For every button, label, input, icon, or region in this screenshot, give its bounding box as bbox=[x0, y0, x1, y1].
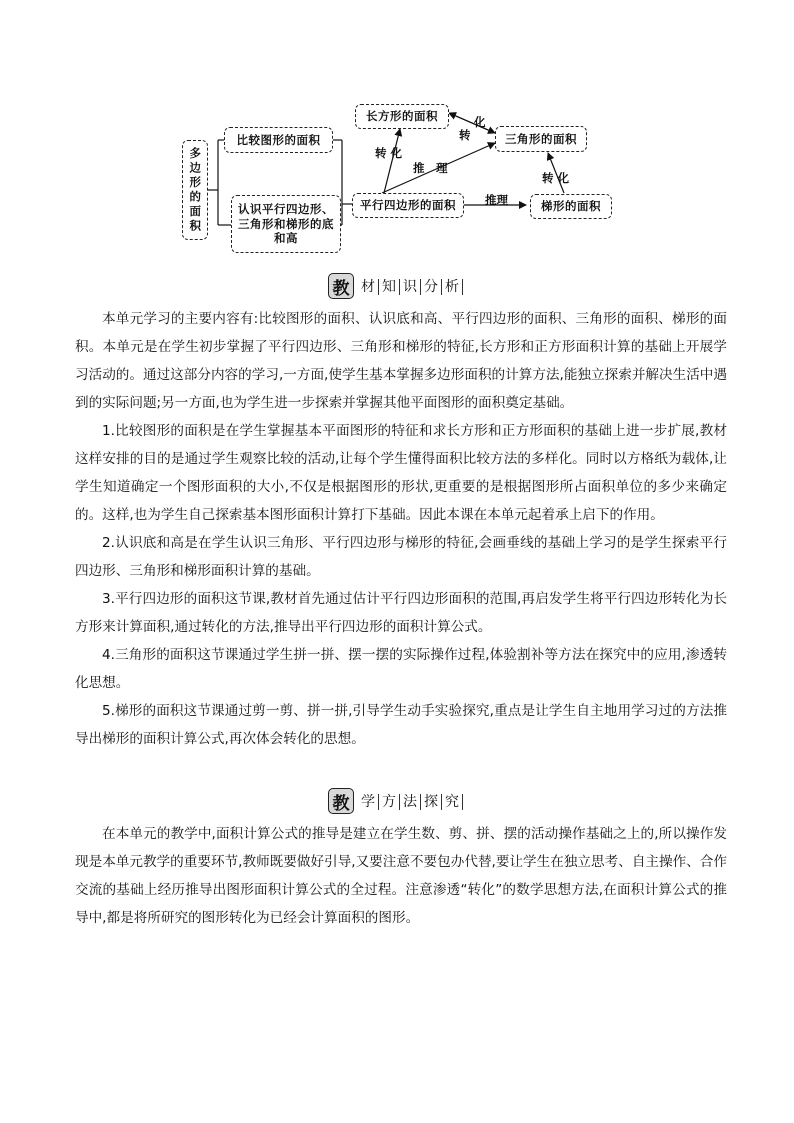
label-transform-right: 转 化 bbox=[542, 171, 570, 185]
paragraph: 2.认识底和高是在学生认识三角形、平行四边形与梯形的特征,会画垂线的基础上学习的是学生探索平行四边形、三角形和梯形面积计算的基础。 bbox=[75, 535, 727, 579]
analysis-text bbox=[75, 305, 727, 753]
parallelogram-box: 平行四边形的面积 bbox=[352, 193, 464, 218]
paragraph: 3.平行四边形的面积这节课,教材首先通过估计平行四边形面积的范围,再启发学生将平行四边形转化为长方形来计算面积,通过转化的方法,推导出平行四边形的面积计算公式。 bbox=[75, 591, 727, 635]
methods-text bbox=[75, 820, 727, 932]
section-badge: 教 bbox=[328, 273, 354, 299]
rectangle-box: 长方形的面积 bbox=[355, 104, 449, 129]
paragraph: 在本单元的教学中,面积计算公式的推导是建立在学生数、剪、拼、摆的活动操作基础之上的,所以操作发现是本单元教学的重要环节,教师既要做好引导,又要注意不要包办代替,要让学生在独立思考、自主操作、合作交流的基础上经历推导出图形面积计算公式的全过程。注意渗透“转化”的数学思想方法,在面积计算公式的推导中,都是将所研究的图形转化为已经会计算面积的图形。 bbox=[75, 826, 727, 926]
section-badge: 教 bbox=[328, 788, 354, 814]
base-height-box: 认识平行四边形、三角形和梯形的底和高 bbox=[231, 195, 341, 253]
label-infer-diag: 推 理 bbox=[413, 161, 448, 175]
section-header-analysis bbox=[328, 272, 463, 300]
section-title: 材 知 识 分 析 bbox=[358, 276, 463, 296]
triangle-box: 三角形的面积 bbox=[495, 126, 587, 152]
paragraph: 本单元学习的主要内容有:比较图形的面积、认识底和高、平行四边形的面积、三角形的面积、梯形的面积。本单元是在学生初步掌握了平行四边形、三角形和梯形的特征,长方形和正方形面积计算的基础上开展学习活动的。通过这部分内容的学习,一方面,使学生基本掌握多边形面积的计算方法,能独立探索并解决生活中遇到的实际问题;另一方面,也为学生进一步探索并掌握其他平面图形的面积奠定基础。 bbox=[75, 311, 727, 411]
arrow-para-to-rect bbox=[384, 129, 400, 193]
label-infer-right: 推理 bbox=[485, 193, 508, 207]
paragraph: 1.比较图形的面积是在学生掌握基本平面图形的特征和求长方形和正方形面积的基础上进一步扩展,教材这样安排的目的是通过学生观察比较的活动,让每个学生懂得面积比较方法的多样化。同时以方格纸为载体,让学生知道确定一个图形面积的大小,不仅是根据图形的形状,更重要的是根据图形所占面积单位的多少来确定的。这样,也为学生自己探索基本图形面积计算打下基础。因此本课在本单元起着承上启下的作用。 bbox=[75, 423, 727, 523]
label-transform-mid: 转 bbox=[459, 128, 471, 142]
compare-box: 比较图形的面积 bbox=[224, 127, 333, 153]
trapezoid-box: 梯形的面积 bbox=[530, 194, 612, 219]
paragraph: 5.梯形的面积这节课通过剪一剪、拼一拼,引导学生动手实验探究,重点是让学生自主地用学习过的方法推导出梯形的面积计算公式,再次体会转化的思想。 bbox=[75, 703, 727, 747]
concept-map bbox=[0, 0, 794, 270]
section-title: 学 方 法 探 究 bbox=[358, 791, 463, 811]
paragraph: 4.三角形的面积这节课通过学生拼一拼、摆一摆的实际操作过程,体验割补等方法在探究中的应用,渗透转化思想。 bbox=[75, 647, 727, 691]
section-header-methods bbox=[328, 787, 463, 815]
concept-map-lines bbox=[0, 0, 794, 270]
label-transform-top: 化 bbox=[474, 115, 486, 129]
label-transform-left: 转 化 bbox=[375, 146, 403, 160]
root-box: 多边形的面积 bbox=[182, 140, 208, 240]
